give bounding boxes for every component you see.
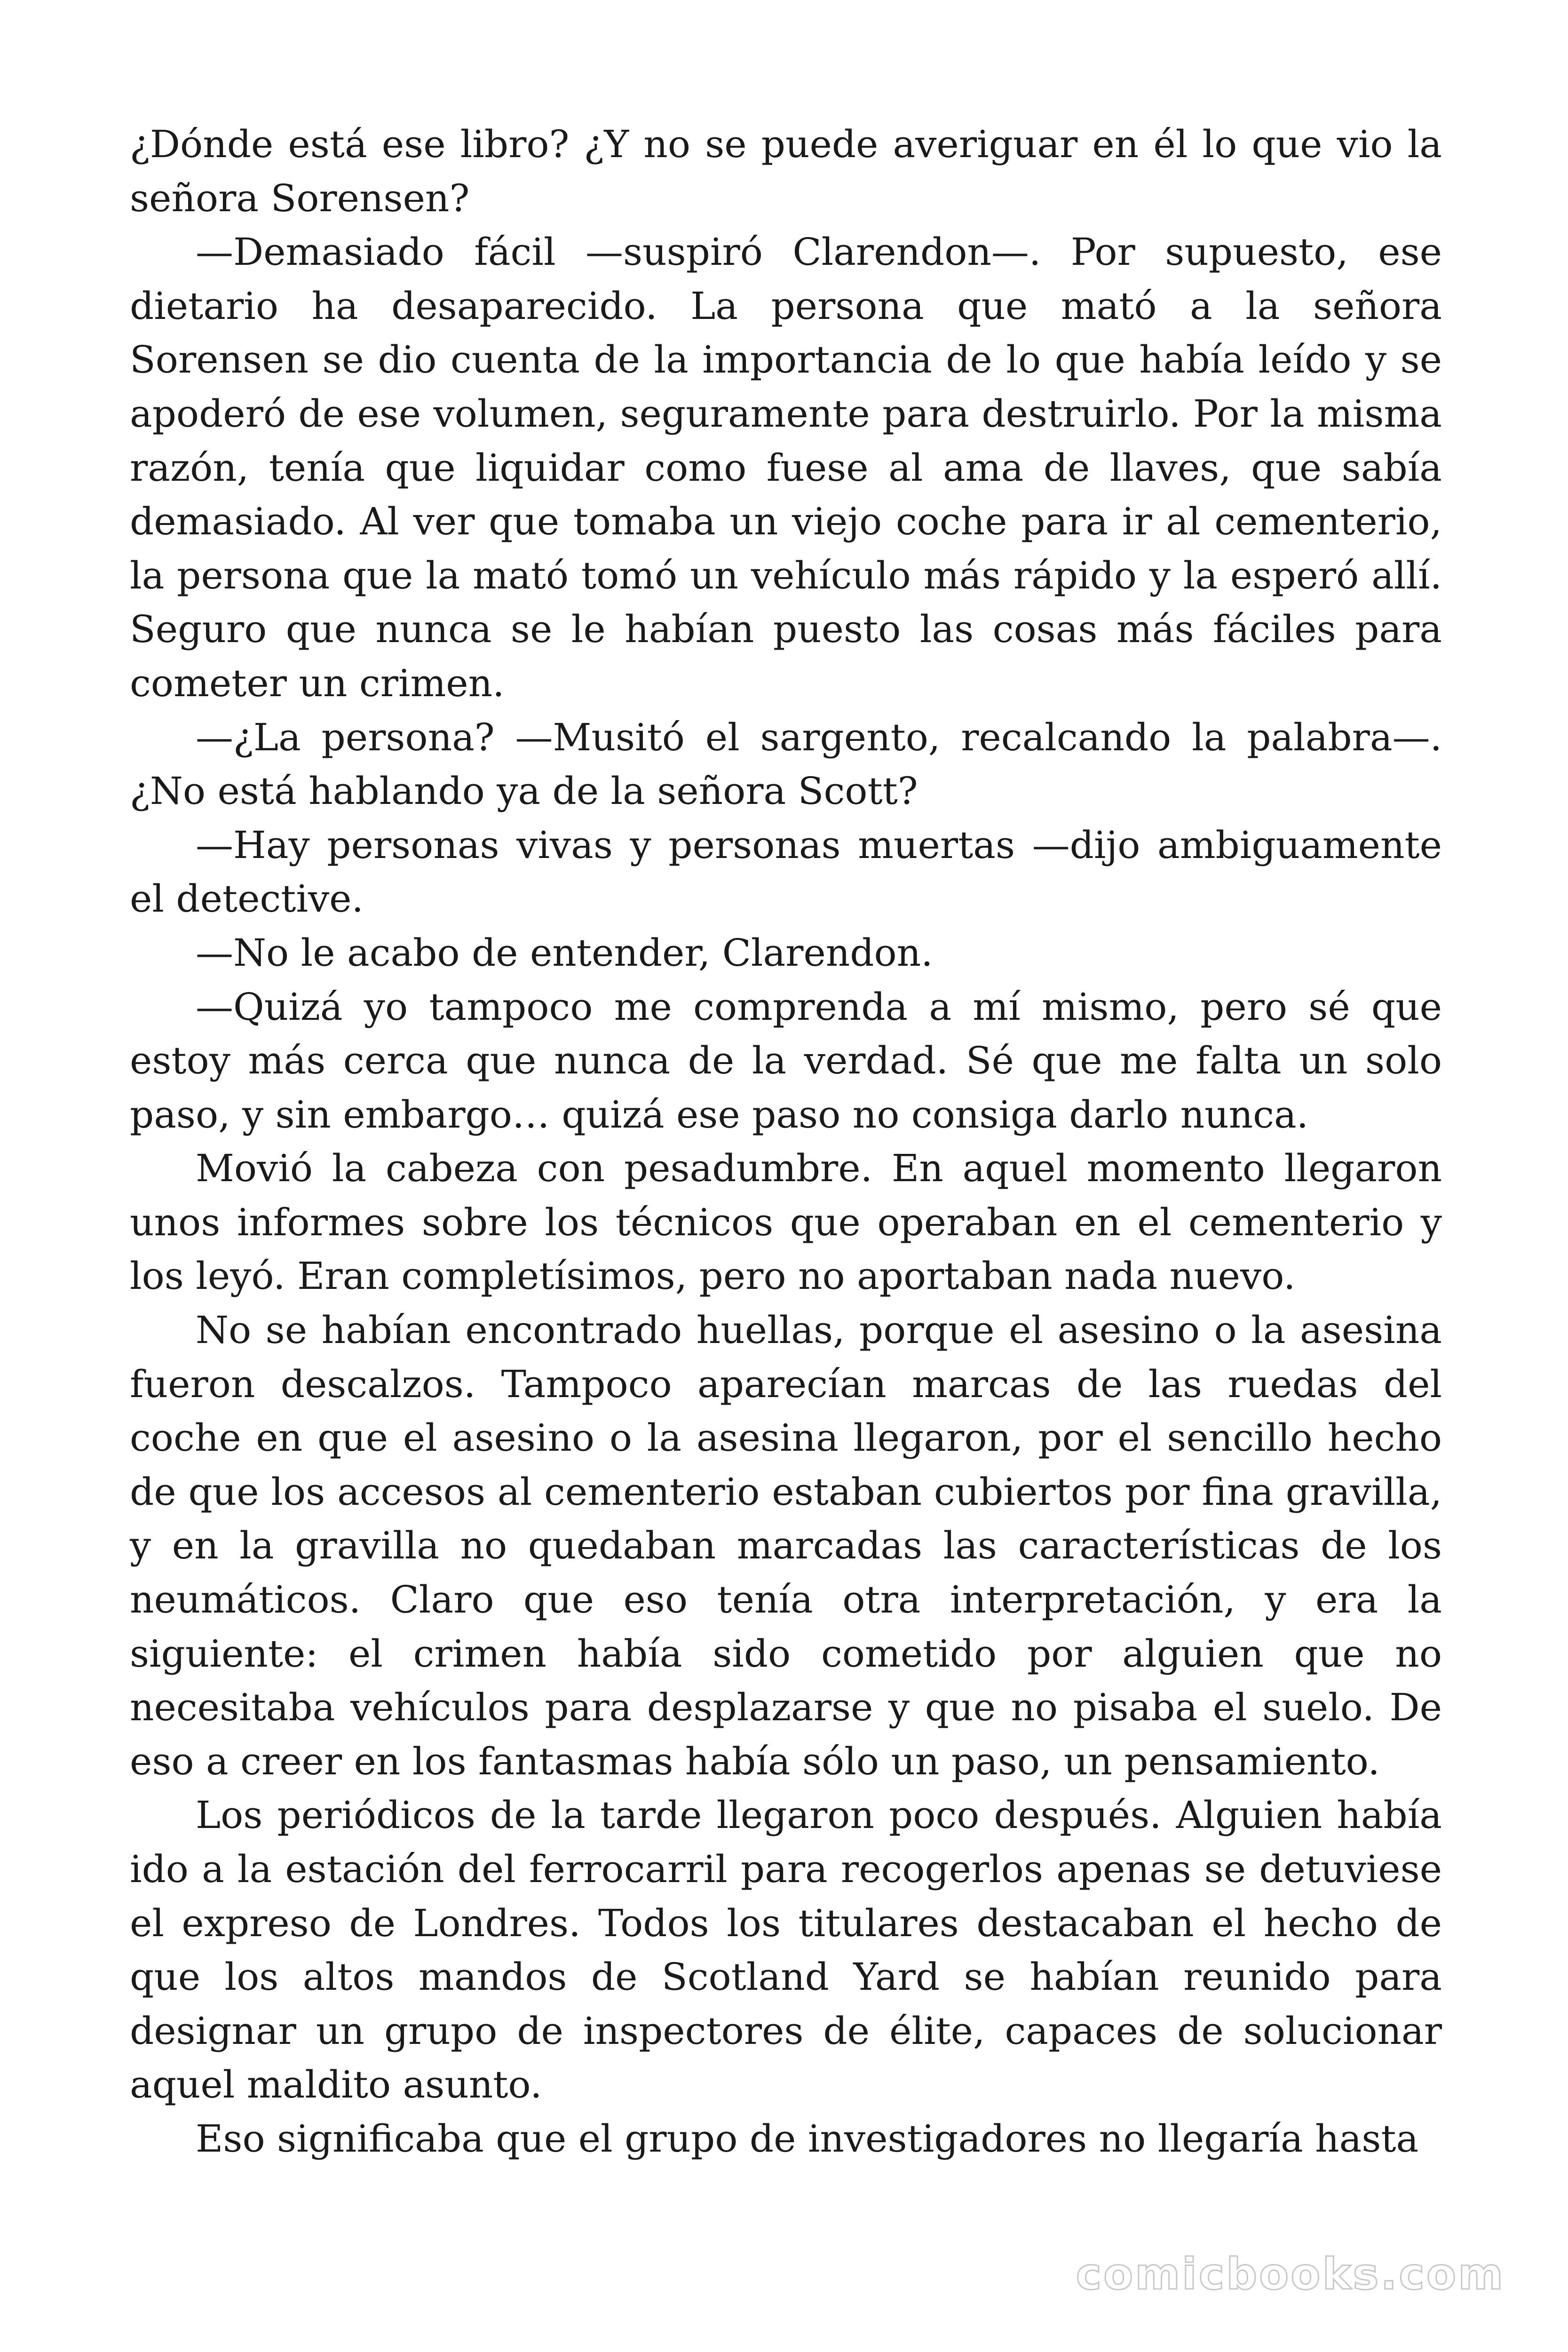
paragraph-5: —No le acabo de entender, Clarendon. bbox=[196, 930, 933, 975]
page-text bbox=[130, 118, 1442, 2166]
paragraph-9: Los periódicos de la tarde llegaron poco después. Alguien había ido a la estación del ferrocarril para recogerlos apenas se detuviese el expreso de Londres. Todos los titulares destacaban el hecho de que los altos mandos de Scotland Yard se habían reunido para designar un grupo de inspectores de élite, capaces de solucionar aquel maldito asunto. bbox=[130, 1793, 1442, 2107]
paragraph-2: —Demasiado fácil —suspiró Clarendon—. Por supuesto, ese dietario ha desaparecido. La persona que mató a la señora Sorensen se dio cuenta de la importancia de lo que había leído y se apoderó de ese volumen, seguramente para destruirlo. Por la misma razón, tenía que liquidar como fuese al ama de llaves, que sabía demasiado. Al ver que tomaba un viejo coche para ir al cementerio, la persona que la mató tomó un vehículo más rápido y la esperó allí. Seguro que nunca se le habían puesto las cosas más fáciles para cometer un crimen. bbox=[130, 230, 1442, 705]
paragraph-3: —¿La persona? —Musitó el sargento, recalcando la palabra—. ¿No está hablando ya de la señora Scott? bbox=[130, 715, 1442, 813]
paragraph-4: —Hay personas vivas y personas muertas —dijo ambiguamente el detective. bbox=[130, 823, 1442, 921]
paragraph-8: No se habían encontrado huellas, porque el asesino o la asesina fueron descalzos. Tampoco aparecían marcas de las ruedas del coche en que el asesino o la asesina llegaron, por el sencillo hecho de que los accesos al cementerio estaban cubiertos por fina gravilla, y en la gravilla no quedaban marcadas las características de los neumáticos. Claro que eso tenía otra interpretación, y era la siguiente: el crimen había sido cometido por alguien que no necesitaba vehículos para desplazarse y que no pisaba el suelo. De eso a creer en los fantasmas había sólo un paso, un pensamiento. bbox=[130, 1308, 1442, 1783]
watermark: comicbooks.com bbox=[1076, 2249, 1505, 2299]
paragraph-7: Movió la cabeza con pesadumbre. En aquel momento llegaron unos informes sobre los técnicos que operaban en el cementerio y los leyó. Eran completísimos, pero no aportaban nada nuevo. bbox=[130, 1146, 1442, 1298]
paragraph-10: Eso significaba que el grupo de investigadores no llegaría hasta bbox=[196, 2116, 1419, 2161]
paragraph-1: ¿Dónde está ese libro? ¿Y no se puede averiguar en él lo que vio la señora Sorensen? bbox=[130, 122, 1442, 220]
paragraph-6: —Quizá yo tampoco me comprenda a mí mismo, pero sé que estoy más cerca que nunca de la verdad. Sé que me falta un solo paso, y sin embargo… quizá ese paso no consiga darlo nunca. bbox=[130, 985, 1442, 1136]
